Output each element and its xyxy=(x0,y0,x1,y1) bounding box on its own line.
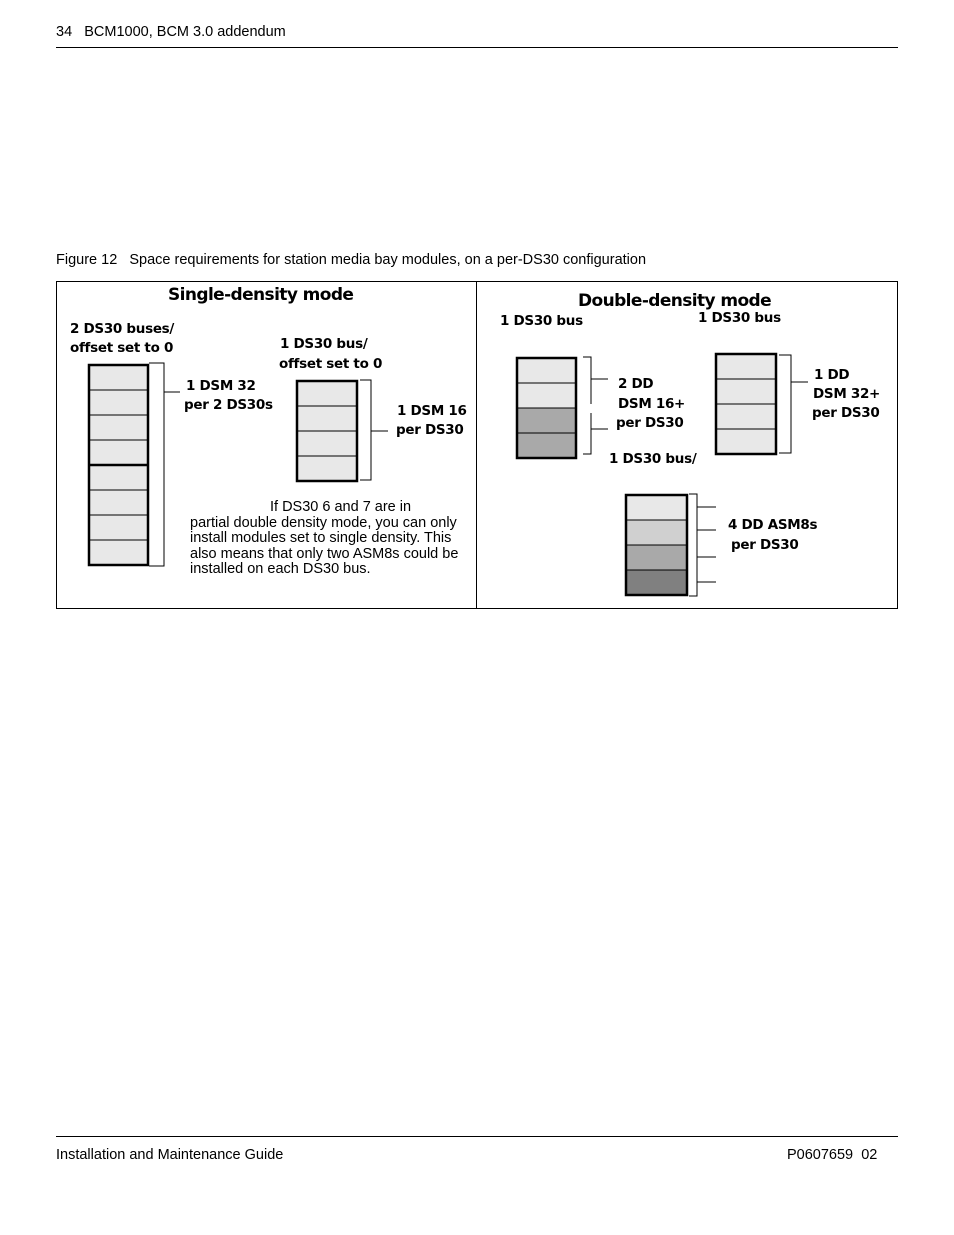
dd-dsm16-bracket-top xyxy=(583,357,591,404)
dd32-label-1: 1 DD xyxy=(814,367,850,383)
dsm16-module xyxy=(297,381,357,481)
dsm32-label-1: 1 DSM 32 xyxy=(186,378,256,394)
dd-dsm16-module xyxy=(517,358,576,458)
single-density-title: Single-density mode xyxy=(168,285,354,305)
dd16-label-2: DSM 16+ xyxy=(618,396,686,412)
dsm32-module xyxy=(89,365,148,565)
footer-rule xyxy=(56,1136,898,1137)
asm8-label-2: per DS30 xyxy=(731,537,799,553)
dd-asm8-module xyxy=(626,495,687,595)
dsm32-label-2: per 2 DS30s xyxy=(184,397,273,413)
dsm16-label-2: per DS30 xyxy=(396,422,464,438)
dd-dsm32-module xyxy=(716,354,776,454)
document-title: BCM1000, BCM 3.0 addendum xyxy=(84,24,286,40)
double-density-title: Double-density mode xyxy=(578,291,772,311)
sd-bus2-label-2: offset set to 0 xyxy=(279,356,383,372)
doc-number: P0607659 xyxy=(787,1147,854,1163)
dsm16-bracket xyxy=(360,380,371,480)
dd16-label-3: per DS30 xyxy=(616,415,684,431)
dd-dsm16-bracket-bottom xyxy=(583,413,591,454)
dd-dsm32-bracket xyxy=(779,355,791,453)
figure-caption-text: Space requirements for station media bay modules, on a per-DS30 configuration xyxy=(129,252,647,268)
partial-density-note xyxy=(190,500,460,578)
dsm16-label-1: 1 DSM 16 xyxy=(397,403,467,419)
dd-asm8-bracket xyxy=(689,494,697,596)
figure-label: Figure 12 xyxy=(56,252,118,268)
page-number: 34 xyxy=(56,24,73,40)
note-first-line: If DS30 6 and 7 are in xyxy=(270,499,412,515)
dd16-label-1: 2 DD xyxy=(618,376,654,392)
footer-guide-title: Installation and Maintenance Guide xyxy=(56,1147,284,1163)
note-body: partial double density mode, you can only install modules set to single density. This also means that only two ASM8s could be installed on each DS30 bus. xyxy=(190,514,459,577)
sd-bus2-label-1: 1 DS30 bus/ xyxy=(280,336,368,352)
dd-bus-label-b: 1 DS30 bus xyxy=(698,310,781,326)
doc-issue: 02 xyxy=(861,1147,878,1163)
dd32-label-3: per DS30 xyxy=(812,405,880,421)
sd-bus-label-1: 2 DS30 buses/ xyxy=(70,321,175,337)
asm8-label-1: 4 DD ASM8s xyxy=(728,517,818,533)
dd-bus-label-c: 1 DS30 bus/ xyxy=(609,451,697,467)
sd-bus-label-2: offset set to 0 xyxy=(70,340,174,356)
dd32-label-2: DSM 32+ xyxy=(813,386,881,402)
dsm32-bracket xyxy=(149,363,164,566)
dd-bus-label-a: 1 DS30 bus xyxy=(500,313,583,329)
footer-doc-number xyxy=(787,1147,877,1163)
